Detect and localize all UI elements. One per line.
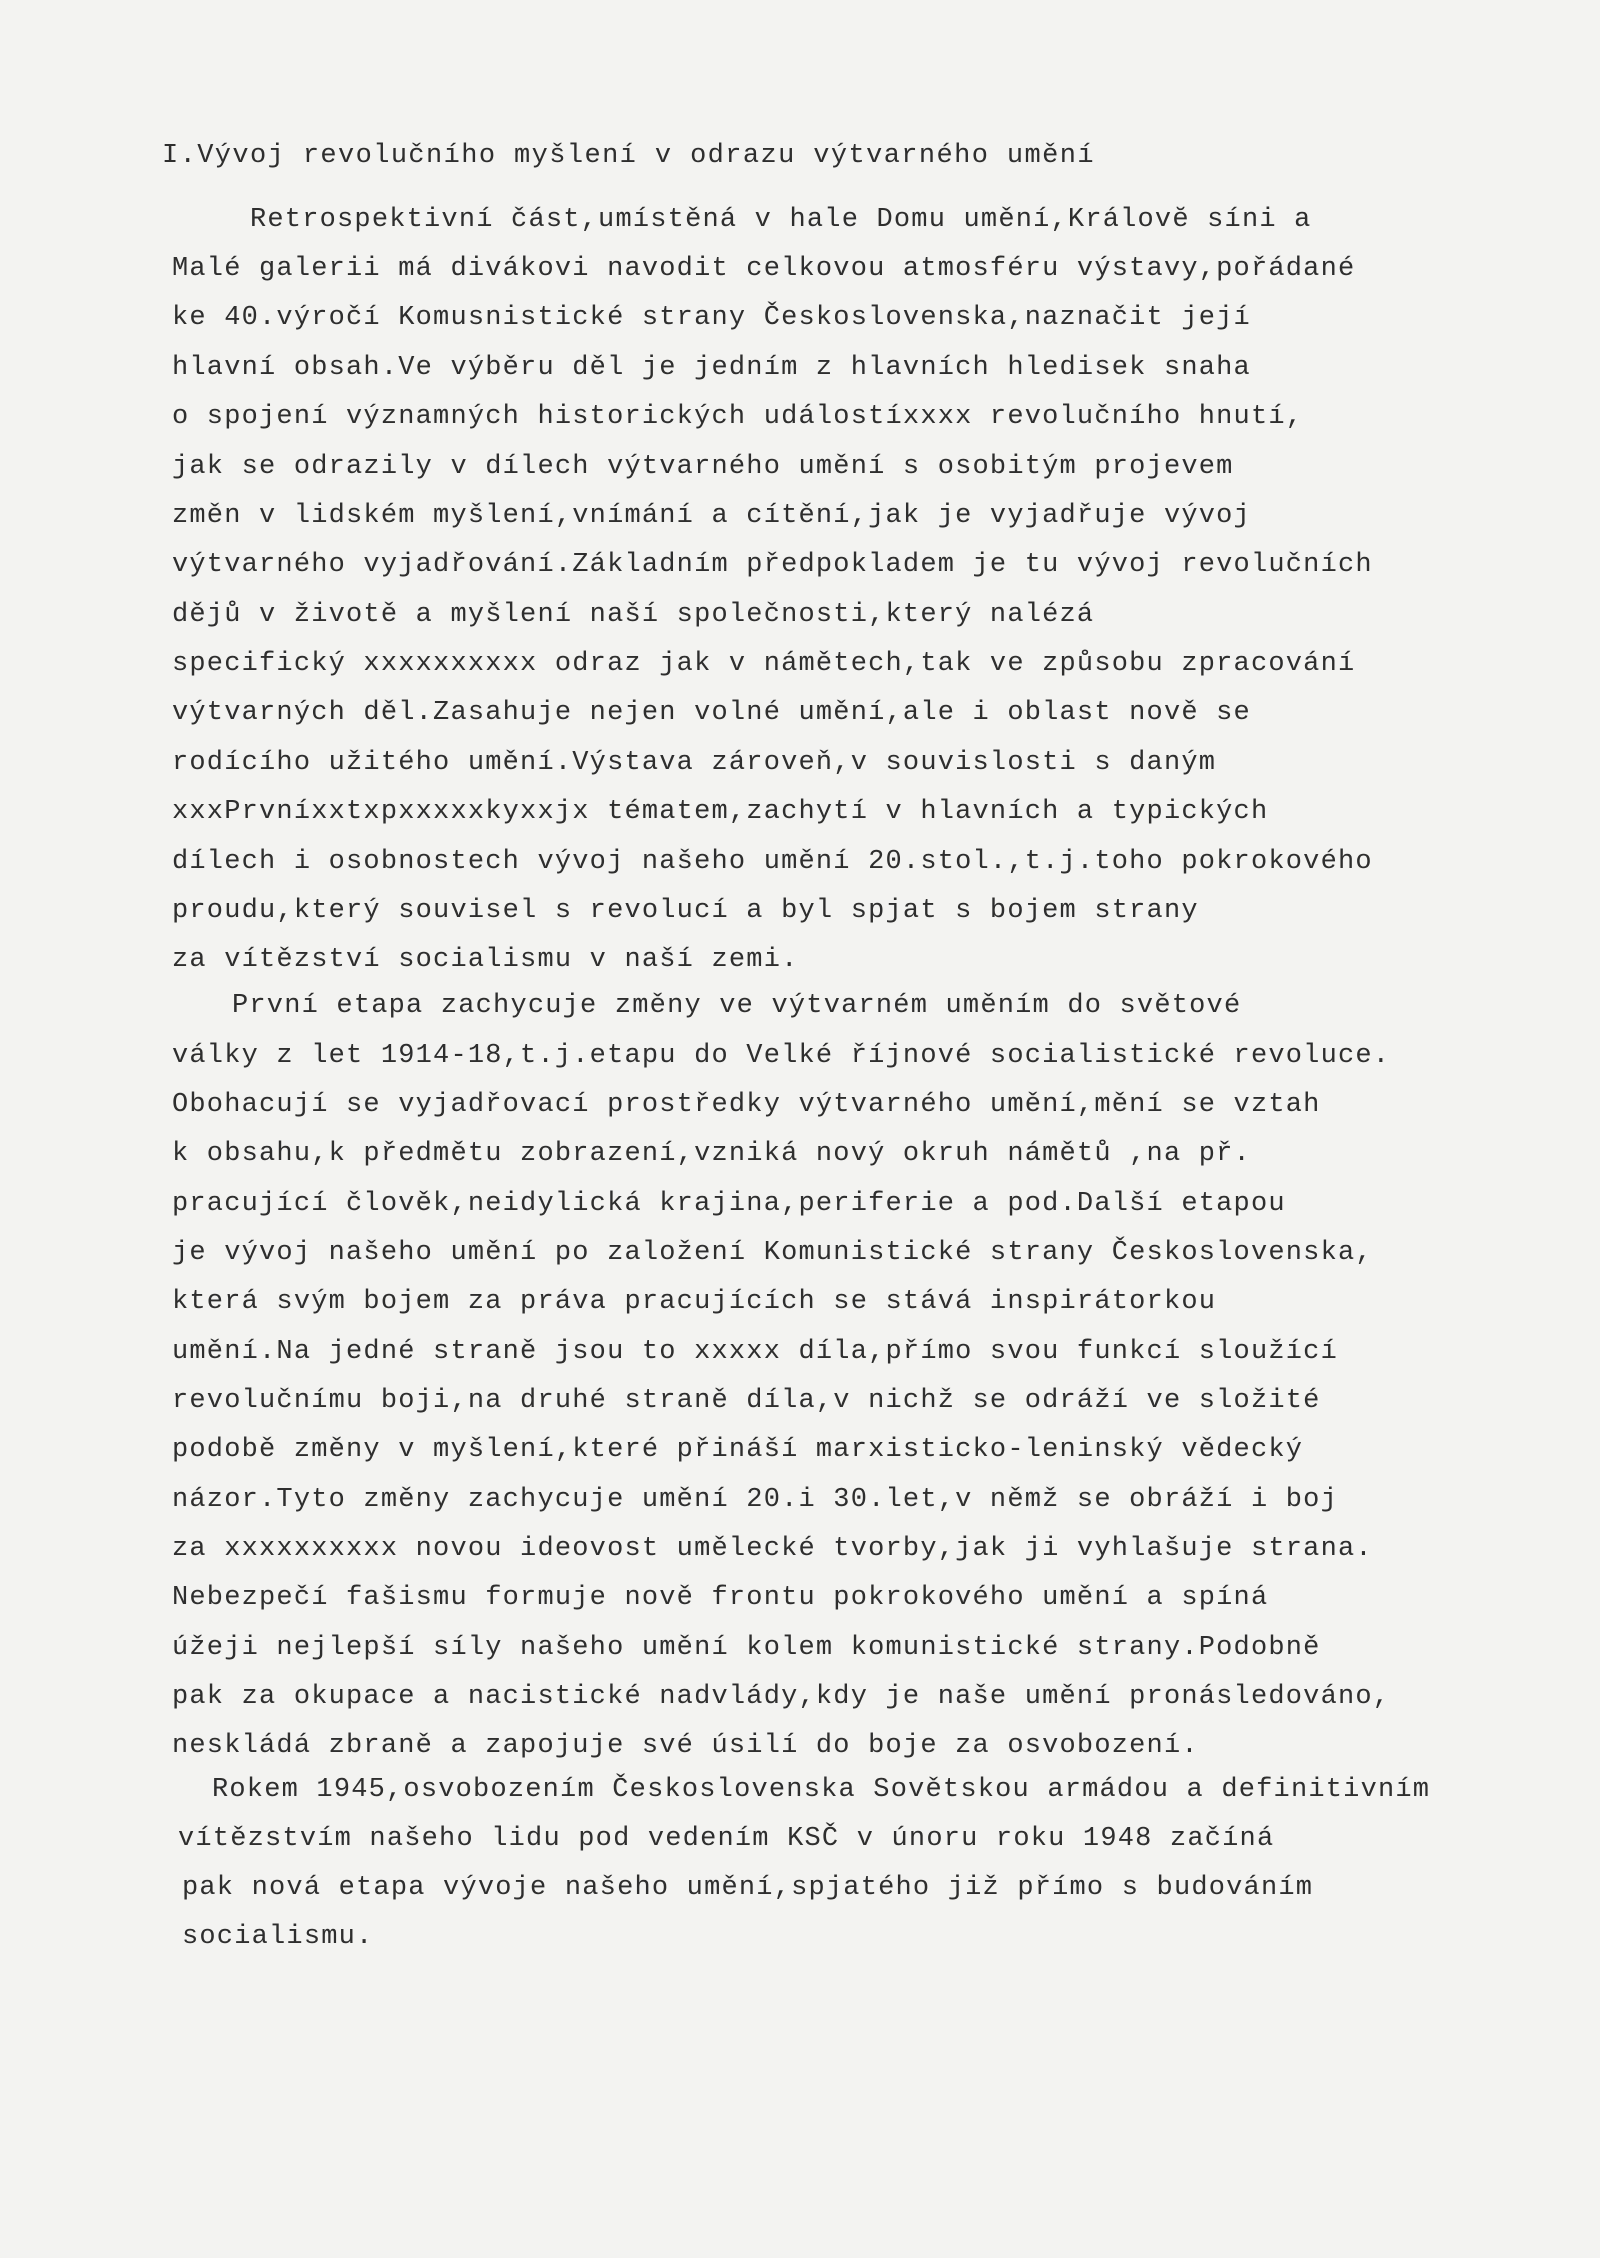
text-line: dílech i osobnostech vývoj našeho umění 20.stol.,t.j.toho pokrokového: [172, 847, 1373, 877]
text-line: pak nová etapa vývoje našeho umění,spjatého již přímo s budováním: [182, 1873, 1314, 1903]
text-line: Obohacují se vyjadřovací prostředky výtvarného umění,mění se vztah: [172, 1090, 1321, 1120]
text-line: Retrospektivní část,umístěná v hale Domu umění,Královĕ síni a: [250, 205, 1312, 235]
text-line: výtvarných děl.Zasahuje nejen volné umění,ale i oblast nově se: [172, 698, 1251, 728]
page-title: I.Vývoj revolučního myšlení v odrazu výtvarného umění: [162, 141, 1095, 171]
text-line: k obsahu,k předmětu zobrazení,vzniká nový okruh námětů ,na př.: [172, 1139, 1251, 1169]
text-line: dějů v životě a myšlení naší společnosti,který nalézá: [172, 600, 1095, 630]
text-line: hlavní obsah.Ve výběru děl je jedním z hlavních hledisek snaha: [172, 353, 1251, 383]
text-line: socialismu.: [182, 1922, 374, 1952]
text-line: Malé galerii má divákovi navodit celkovou atmosféru výstavy,pořádané: [172, 254, 1356, 284]
text-line: za vítězství socialismu v naší zemi.: [172, 945, 799, 975]
text-line: podobě změny v myšlení,které přináší marxisticko-leninský vědecký: [172, 1435, 1304, 1465]
text-line: o spojení významných historických událostíxxxx revolučního hnutí,: [172, 402, 1304, 432]
text-line: revolučnímu boji,na druhé straně díla,v nichž se odráží ve složité: [172, 1386, 1321, 1416]
text-line: xxxPrvníxxtxpxxxxxkyxxjx tématem,zachytí v hlavních a typických: [172, 797, 1269, 827]
text-line: za xxxxxxxxxx novou ideovost umělecké tvorby,jak ji vyhlašuje strana.: [172, 1534, 1373, 1564]
text-line: pracující člověk,neidylická krajina,periferie a pod.Další etapou: [172, 1189, 1286, 1219]
text-line: jak se odrazily v dílech výtvarného umění s osobitým projevem: [172, 452, 1234, 482]
text-line: která svým bojem za práva pracujících se stává inspirátorkou: [172, 1287, 1217, 1317]
text-line: pak za okupace a nacistické nadvlády,kdy je naše umění pronásledováno,: [172, 1682, 1391, 1712]
text-line: výtvarného vyjadřování.Základním předpokladem je tu vývoj revolučních: [172, 550, 1373, 580]
text-line: umění.Na jedné straně jsou to xxxxx díla,přímo svou funkcí sloužící: [172, 1337, 1338, 1367]
text-line: je vývoj našeho umění po založení Komunistické strany Československa,: [172, 1238, 1373, 1268]
text-line: ke 40.výročí Komusnistické strany Československa,naznačit její: [172, 303, 1251, 333]
text-line: změn v lidském myšlení,vnímání a cítění,jak je vyjadřuje vývoj: [172, 501, 1251, 531]
text-line: proudu,který souvisel s revolucí a byl spjat s bojem strany: [172, 896, 1199, 926]
text-line: neskládá zbraně a zapojuje své úsilí do boje za osvobození.: [172, 1731, 1199, 1761]
text-line: Nebezpečí fašismu formuje nově frontu pokrokového umění a spíná: [172, 1583, 1269, 1613]
text-line: rodícího užitého umění.Výstava zároveň,v souvislosti s daným: [172, 748, 1217, 778]
text-line: vítězstvím našeho lidu pod vedením KSČ v únoru roku 1948 začíná: [178, 1824, 1275, 1854]
text-line: války z let 1914-18,t.j.etapu do Velké říjnové socialistické revoluce.: [172, 1041, 1391, 1071]
text-line: specifický xxxxxxxxxx odraz jak v námětech,tak ve způsobu zpracování: [172, 649, 1356, 679]
text-line: úžeji nejlepší síly našeho umění kolem komunistické strany.Podobně: [172, 1633, 1321, 1663]
text-line: Rokem 1945,osvobozením Československa Sovětskou armádou a definitivním: [212, 1775, 1431, 1805]
text-line: První etapa zachycuje změny ve výtvarném uměním do světové: [232, 991, 1242, 1021]
text-line: názor.Tyto změny zachycuje umění 20.i 30.let,v němž se obráží i boj: [172, 1485, 1338, 1515]
